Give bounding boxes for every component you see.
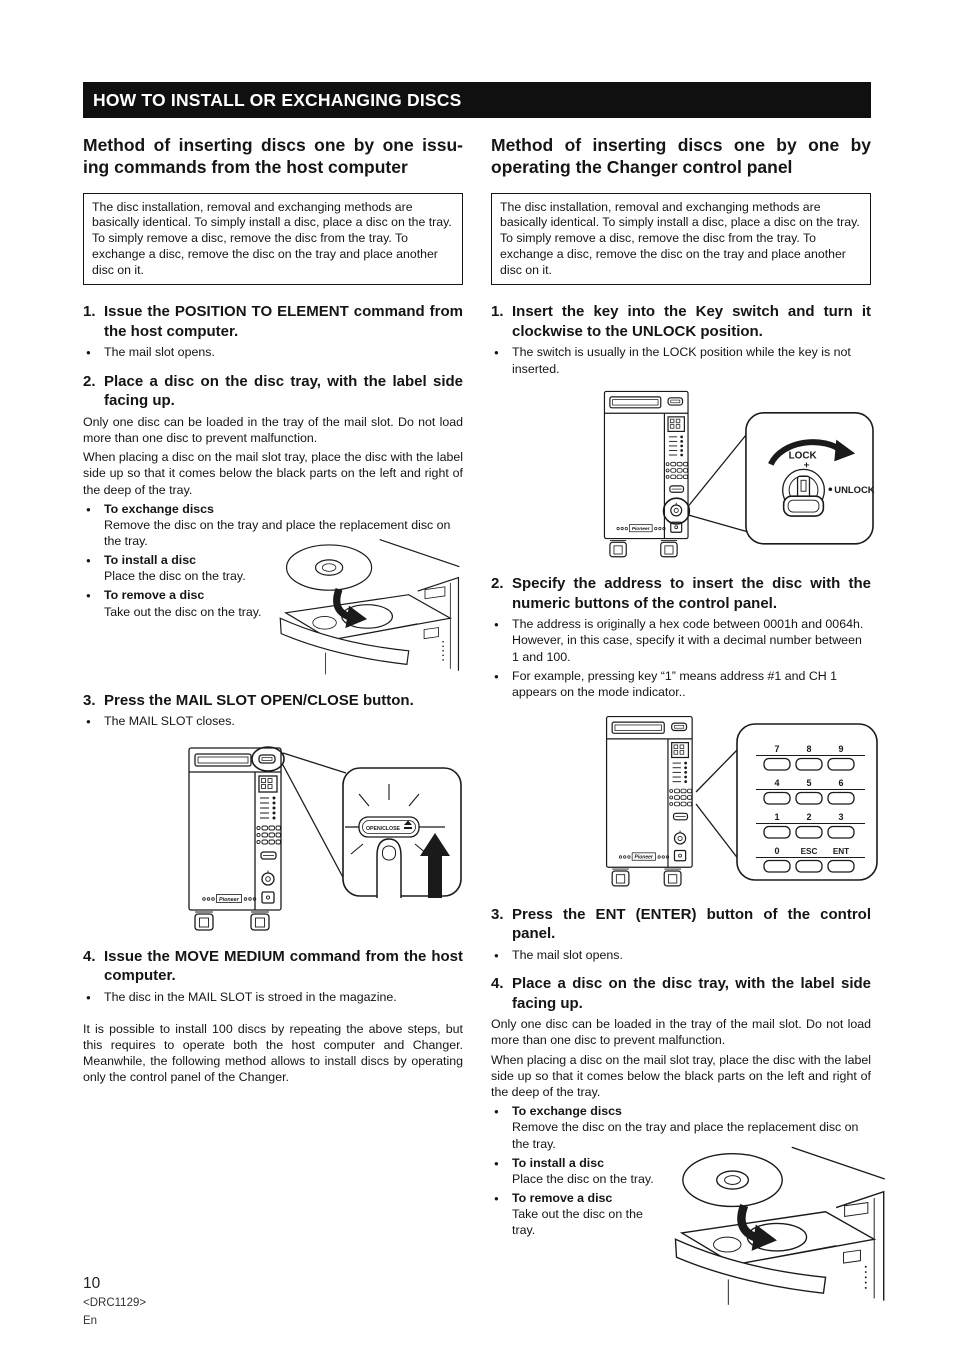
page-title: HOW TO INSTALL OR EXCHANGING DISCS <box>93 89 462 110</box>
step-1-right: 1. Insert the key into the Key switch and turn it clockwise to the UNLOCK position. <box>491 303 871 340</box>
unlock-position-mark <box>829 487 833 491</box>
closing-paragraph: It is possible to install 100 discs by repeating the above steps, but this requires to operate both the host computer and Changer. Meanwhile, the following method allows to install discs by operating only the control panel of the Changer. <box>83 1021 463 1085</box>
step-1-left: 1. Issue the POSITION TO ELEMENT command from the host computer. <box>83 303 463 340</box>
svg-text:7: 7 <box>774 743 780 754</box>
bullet-exchange: ● To exchange discs Remove the disc on the tray and place the replacement disc on the tray. <box>491 1103 871 1151</box>
page-footer <box>83 1272 146 1330</box>
svg-text:4: 4 <box>774 777 780 788</box>
step-2-right: 2. Specify the address to insert the disc with the numeric buttons of the control panel. <box>491 575 871 612</box>
unlock-label: UNLOCK <box>834 483 875 495</box>
paragraph: Only one disc can be loaded in the tray of the mail slot. Do not load more than one disc to prevent malfunction. <box>83 414 463 445</box>
language-code: En <box>83 1314 98 1327</box>
paragraph: When placing a disc on the mail slot tray, place the disc with the label side up so that it comes below the black parts on the left and right of the deep of the tray. <box>83 450 463 497</box>
lock-label: LOCK <box>788 450 817 462</box>
svg-text:2: 2 <box>806 811 812 822</box>
bullet-icon <box>491 947 512 963</box>
bullet-icon <box>83 713 104 729</box>
step-3-left: 3. Press the MAIL SLOT OPEN/CLOSE button. <box>83 691 414 709</box>
disc-tray-illustration <box>273 535 463 680</box>
numeric-keypad-illustration <box>599 708 879 894</box>
key-switch-illustration <box>599 383 875 564</box>
section-header-bar <box>83 82 871 118</box>
bullet-icon <box>83 989 104 1005</box>
svg-text:8: 8 <box>806 743 812 754</box>
bullet: ● The mail slot opens. <box>83 344 463 360</box>
bullet: ● For example, pressing key “1” means address #1 and CH 1 appears on the mode indicator.. <box>491 668 871 700</box>
document-code: <DRC1129> <box>83 1297 147 1310</box>
bullet-icon <box>491 1190 512 1238</box>
paragraph: Only one disc can be loaded in the tray of the mail slot. Do not load more than one disc to prevent malfunction. <box>491 1017 871 1048</box>
open-close-label: OPEN/CLOSE <box>366 825 401 832</box>
note-box: The disc installation, removal and exchanging methods are basically identical. To simply install a disc, place a disc on the tray. To simply remove a disc, remove the disc from the tray. To exchange a disc, remove the disc on the tray and place another disc on it. <box>83 193 463 286</box>
bullet: ● The switch is usually in the LOCK position while the key is not inserted. <box>491 344 871 376</box>
open-close-button-illustration <box>183 740 468 936</box>
svg-text:ENT: ENT <box>832 846 850 856</box>
step-4-left: 4. Issue the MOVE MEDIUM command from the host computer. <box>83 947 463 985</box>
bullet-remove: ● To remove a disc Take out the disc on the tray. <box>83 587 273 619</box>
svg-text:ESC: ESC <box>800 846 818 856</box>
right-column <box>491 135 875 1311</box>
svg-text:3: 3 <box>838 811 844 822</box>
paragraph: When placing a disc on the mail slot tray, place the disc with the label side up so that it comes below the black parts on the left and right of the deep of the tray. <box>491 1052 871 1100</box>
page-number: 10 <box>83 1275 101 1292</box>
bullet: ● The MAIL SLOT closes. <box>83 713 463 729</box>
left-column <box>83 135 463 1311</box>
svg-text:5: 5 <box>806 777 812 788</box>
bullet: ● The mail slot opens. <box>491 947 871 963</box>
disc-tray-illustration <box>667 1142 889 1311</box>
note-box: The disc installation, removal and exchanging methods are basically identical. To simply install a disc, place a disc on the tray. To simply remove a disc, remove the disc from the tray. To exchange a disc, remove the disc on the tray and place another disc on it. <box>491 193 871 286</box>
bullet-install: ● To install a disc Place the disc on the tray. <box>83 552 273 584</box>
bullet-install: ● To install a disc Place the disc on the tray. <box>491 1155 667 1187</box>
bullet-icon <box>491 344 512 376</box>
bullet-remove: ● To remove a disc Take out the disc on the tray. <box>491 1190 667 1238</box>
step-3-right: 3. Press the ENT (ENTER) button of the control panel. <box>491 905 871 943</box>
bullet-icon <box>491 1155 512 1187</box>
step-4-right: 4. Place a disc on the disc tray, with the label side facing up. <box>491 975 871 1012</box>
bullet: ● The disc in the MAIL SLOT is stroed in the magazine. <box>83 989 463 1005</box>
svg-text:1: 1 <box>774 811 780 822</box>
bullet-icon <box>83 344 104 360</box>
bullet-icon <box>491 668 512 700</box>
bullet-icon <box>83 587 104 619</box>
right-heading: Method of inserting discs one by one by operating the Changer control panel <box>491 135 871 177</box>
bullet-icon <box>491 1103 512 1151</box>
svg-text:6: 6 <box>838 777 844 788</box>
bullet-exchange: ● To exchange discs Remove the disc on the tray and place the replacement disc on the tray. <box>83 501 463 549</box>
svg-text:0: 0 <box>774 845 780 856</box>
bullet: ● The address is originally a hex code between 0001h and 0064h. However, in this case, specify it with a decimal number between 1 and 100. <box>491 616 871 664</box>
svg-text:9: 9 <box>838 743 844 754</box>
step-2-left: 2. Place a disc on the disc tray, with the label side facing up. <box>83 372 463 410</box>
bullet-icon <box>83 501 104 549</box>
left-heading: Method of inserting discs one by one issu- ing commands from the host computer <box>83 135 463 177</box>
bullet-icon <box>491 616 512 664</box>
finger-icon <box>377 839 401 898</box>
bullet-icon <box>83 552 104 584</box>
